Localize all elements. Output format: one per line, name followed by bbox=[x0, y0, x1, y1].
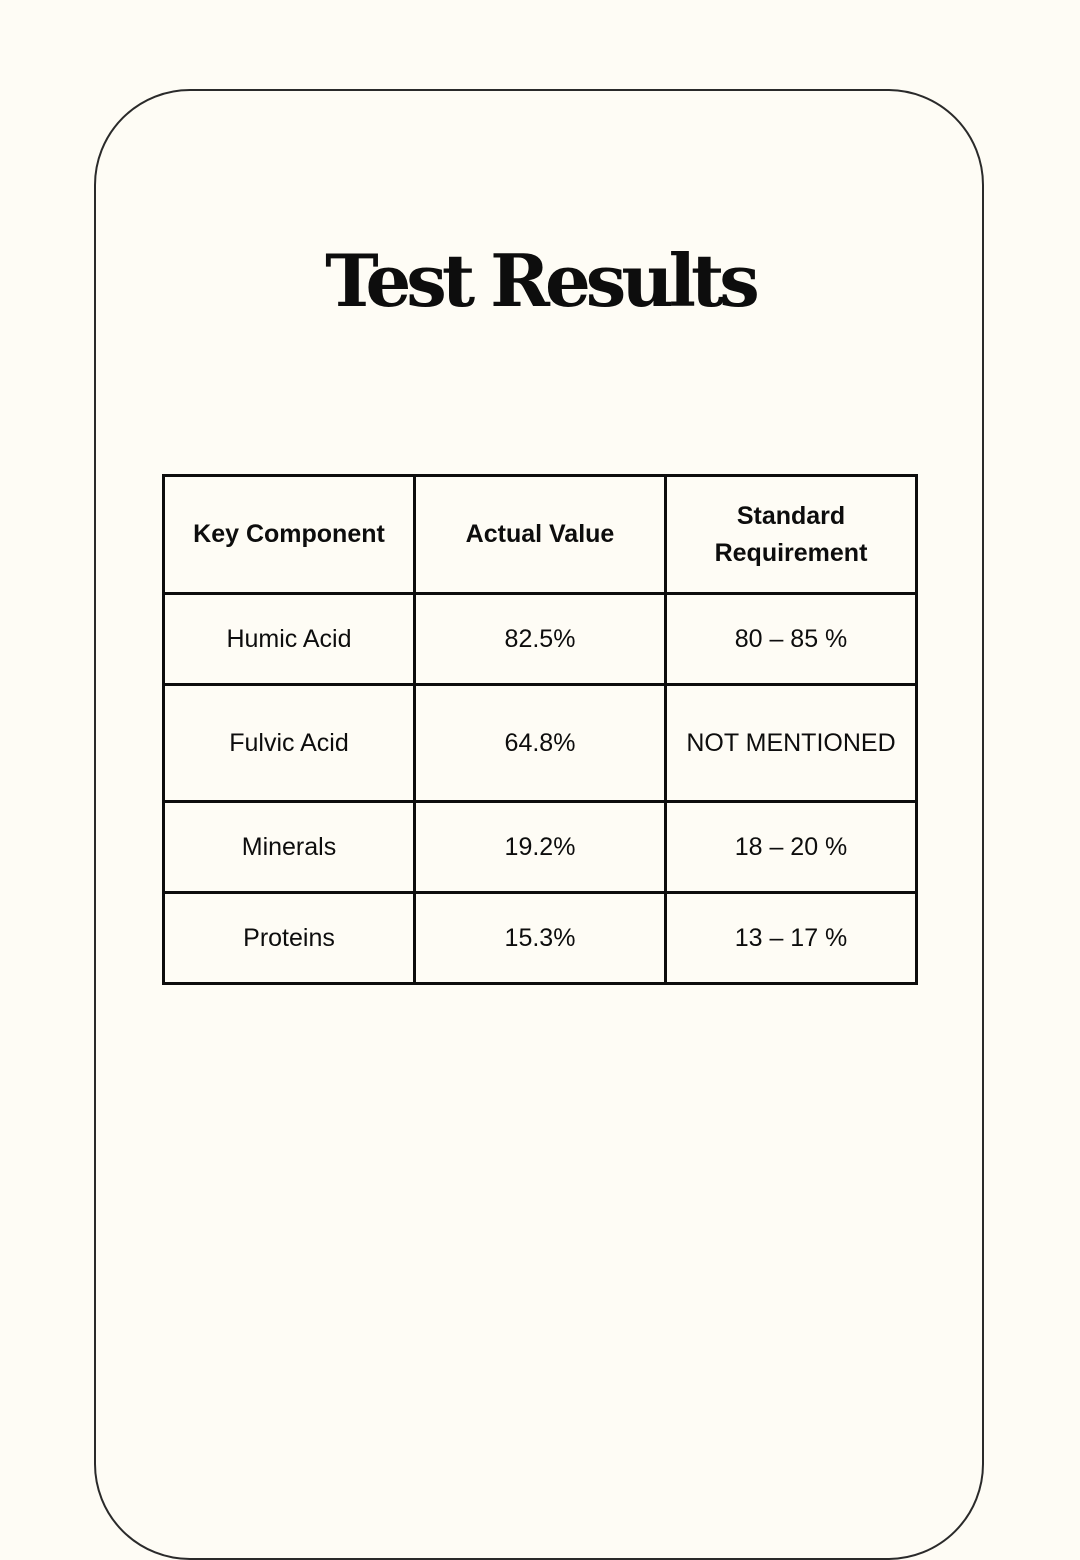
cell-actual-value: 82.5% bbox=[415, 594, 666, 685]
cell-standard-requirement: NOT MENTIONED bbox=[666, 685, 917, 802]
header-actual-value: Actual Value bbox=[415, 476, 666, 594]
table-header-row bbox=[164, 476, 917, 594]
cell-actual-value: 64.8% bbox=[415, 685, 666, 802]
results-table bbox=[162, 474, 918, 985]
table-row bbox=[164, 685, 917, 802]
page-title: Test Results bbox=[325, 238, 755, 323]
cell-standard-requirement: 13 – 17 % bbox=[666, 893, 917, 984]
cell-component: Minerals bbox=[164, 802, 415, 893]
cell-standard-requirement: 18 – 20 % bbox=[666, 802, 917, 893]
header-key-component: Key Component bbox=[164, 476, 415, 594]
table-row bbox=[164, 893, 917, 984]
table-row bbox=[164, 802, 917, 893]
table-row bbox=[164, 594, 917, 685]
cell-standard-requirement: 80 – 85 % bbox=[666, 594, 917, 685]
cell-component: Proteins bbox=[164, 893, 415, 984]
cell-actual-value: 19.2% bbox=[415, 802, 666, 893]
cell-component: Fulvic Acid bbox=[164, 685, 415, 802]
header-standard-requirement: Standard Requirement bbox=[666, 476, 917, 594]
cell-component: Humic Acid bbox=[164, 594, 415, 685]
cell-actual-value: 15.3% bbox=[415, 893, 666, 984]
